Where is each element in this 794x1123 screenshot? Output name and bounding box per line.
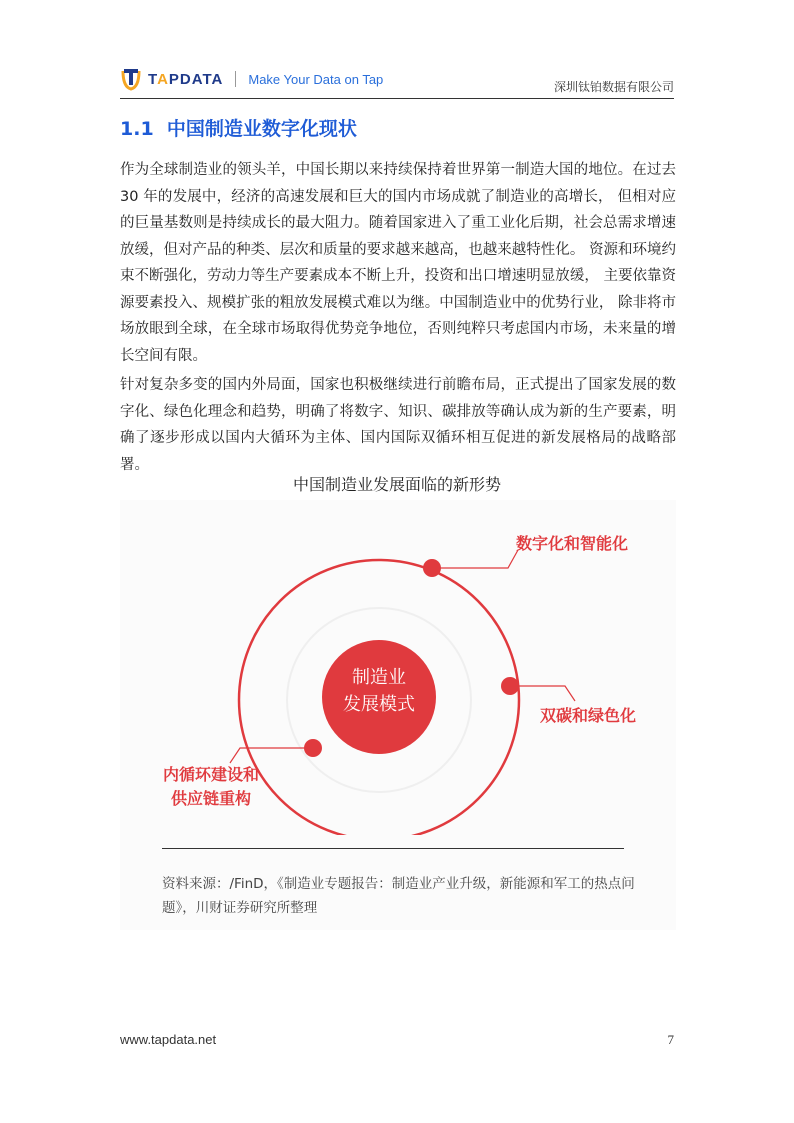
figure-title: 中国制造业发展面临的新形势 bbox=[292, 475, 501, 494]
label-dual-carbon-green: 双碳和绿色化 bbox=[540, 706, 637, 725]
tapdata-logo-icon bbox=[120, 67, 142, 91]
body-paragraph-1: 作为全球制造业的领头羊，中国长期以来持续保持着世界第一制造大国的地位。在过去 30 年的发展中，经济的高速发展和巨大的国内市场成就了制造业的高增长， 但相对应的巨量基数则是持续成长的最大阻力。随着国家进入了重工业化后期，社会总需求增速放缓，但对产品的种类、层次和质量的要求越来越高，也越来越特性化。 资源和环境约束不断强化，劳动力等生产要素成本不断上升，投资和出口增速明显放缓， 主要依靠资源要素投入、规模扩张的粗放发展模式难以为继。中国制造业中的优势行业， 除非将市场放眼到全球，在全球市场取得优势竞争地位，否则纯粹只考虑国内市场，未来量的增长空间有限。 bbox=[120, 162, 676, 364]
section-heading bbox=[120, 114, 357, 141]
label-internal-cycle-line-2: 供应链重构 bbox=[170, 789, 252, 808]
footer-website[interactable]: www.tapdata.net bbox=[120, 1032, 217, 1047]
left-leader-line bbox=[230, 748, 313, 763]
right-node-dot bbox=[501, 677, 519, 695]
tapdata-logo bbox=[120, 66, 383, 92]
body-paragraph-2: 针对复杂多变的国内外局面，国家也积极继续进行前瞻布局，正式提出了国家发展的数字化、绿色化理念和趋势，明确了将数字、知识、碳排放等确认成为新的生产要素，明确了逐步形成以国内大循环为主体、国内国际双循环相互促进的新发展格局的战略部署。 bbox=[120, 377, 676, 473]
center-label-line-2: 发展模式 bbox=[343, 694, 415, 715]
figure-source-divider bbox=[162, 848, 624, 849]
logo-wordmark: TAPDATA bbox=[148, 70, 224, 88]
figure-source-note: 资料来源：/FinD，《制造业专题报告：制造业产业升级，新能源和军工的热点问题》，川财证券研究所整理 bbox=[162, 876, 635, 916]
label-internal-cycle-line-1: 内循环建设和 bbox=[162, 765, 260, 784]
top-leader-line bbox=[432, 550, 518, 568]
header-divider bbox=[235, 71, 236, 87]
left-node-dot bbox=[304, 739, 322, 757]
top-node-dot bbox=[423, 559, 441, 577]
header-tagline: Make Your Data on Tap bbox=[248, 71, 384, 87]
company-name: 深圳钛铂数据有限公司 bbox=[553, 80, 674, 94]
section-title: 中国制造业数字化现状 bbox=[166, 118, 357, 140]
center-label-line-1: 制造业 bbox=[352, 667, 406, 688]
page-header bbox=[120, 60, 674, 99]
development-mode-diagram bbox=[120, 505, 676, 835]
page-number: 7 bbox=[667, 1032, 674, 1047]
section-number: 1.1 bbox=[120, 118, 154, 140]
label-digital-intelligent: 数字化和智能化 bbox=[516, 534, 629, 553]
